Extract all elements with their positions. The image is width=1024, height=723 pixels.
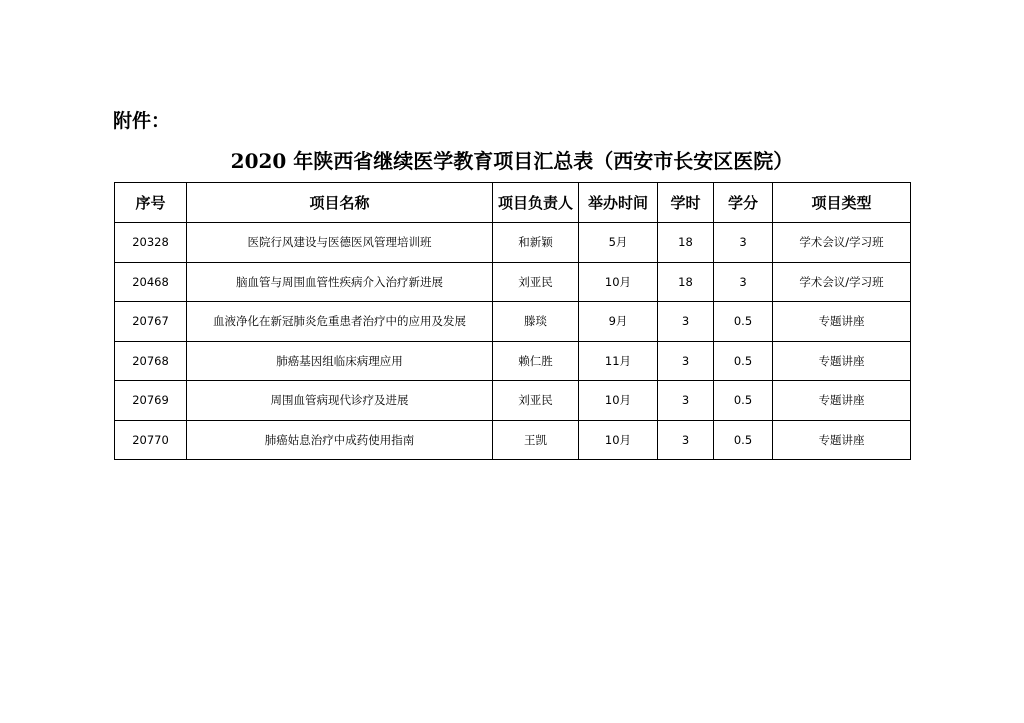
cell-serial-number: 20328: [115, 223, 187, 263]
cell-project-name: 周围血管病现代诊疗及进展: [187, 381, 493, 421]
cell-project-name: 医院行风建设与医德医风管理培训班: [187, 223, 493, 263]
cell-credits: 3: [714, 223, 773, 263]
project-summary-table: [114, 182, 911, 460]
table-row: [115, 381, 911, 421]
table-row: [115, 420, 911, 460]
cell-project-leader: 王凯: [493, 420, 579, 460]
cell-schedule: 9月: [579, 302, 658, 342]
header-project-leader: 项目负责人: [493, 183, 579, 223]
cell-project-name: 肺癌基因组临床病理应用: [187, 341, 493, 381]
cell-project-type: 学术会议/学习班: [773, 262, 911, 302]
cell-credits: 0.5: [714, 420, 773, 460]
cell-project-type: 专题讲座: [773, 420, 911, 460]
cell-hours: 3: [658, 302, 714, 342]
cell-serial-number: 20767: [115, 302, 187, 342]
table-row: [115, 302, 911, 342]
table-row: [115, 341, 911, 381]
cell-project-name: 脑血管与周围血管性疾病介入治疗新进展: [187, 262, 493, 302]
cell-project-leader: 刘亚民: [493, 262, 579, 302]
cell-project-leader: 赖仁胜: [493, 341, 579, 381]
table-row: [115, 262, 911, 302]
cell-project-leader: 和新颖: [493, 223, 579, 263]
cell-hours: 18: [658, 262, 714, 302]
header-schedule: 举办时间: [579, 183, 658, 223]
cell-project-leader: 滕琰: [493, 302, 579, 342]
cell-credits: 0.5: [714, 381, 773, 421]
header-project-name: 项目名称: [187, 183, 493, 223]
cell-schedule: 10月: [579, 381, 658, 421]
cell-credits: 0.5: [714, 302, 773, 342]
cell-hours: 3: [658, 341, 714, 381]
header-hours: 学时: [658, 183, 714, 223]
document-title: 2020 年陕西省继续医学教育项目汇总表（西安市长安区医院）: [230, 149, 794, 173]
cell-project-type: 专题讲座: [773, 302, 911, 342]
cell-credits: 0.5: [714, 341, 773, 381]
cell-project-leader: 刘亚民: [493, 381, 579, 421]
cell-credits: 3: [714, 262, 773, 302]
cell-project-type: 学术会议/学习班: [773, 223, 911, 263]
cell-project-name: 血液净化在新冠肺炎危重患者治疗中的应用及发展: [187, 302, 493, 342]
table-row: [115, 223, 911, 263]
cell-project-name: 肺癌姑息治疗中成药使用指南: [187, 420, 493, 460]
cell-schedule: 10月: [579, 262, 658, 302]
cell-schedule: 5月: [579, 223, 658, 263]
cell-serial-number: 20769: [115, 381, 187, 421]
table-header-row: [115, 183, 911, 223]
header-project-type: 项目类型: [773, 183, 911, 223]
cell-hours: 18: [658, 223, 714, 263]
header-credits: 学分: [714, 183, 773, 223]
cell-hours: 3: [658, 420, 714, 460]
header-serial-number: 序号: [115, 183, 187, 223]
cell-schedule: 10月: [579, 420, 658, 460]
attachment-label: 附件：: [113, 110, 171, 132]
cell-project-type: 专题讲座: [773, 341, 911, 381]
cell-serial-number: 20468: [115, 262, 187, 302]
cell-serial-number: 20770: [115, 420, 187, 460]
cell-serial-number: 20768: [115, 341, 187, 381]
cell-hours: 3: [658, 381, 714, 421]
cell-schedule: 11月: [579, 341, 658, 381]
cell-project-type: 专题讲座: [773, 381, 911, 421]
